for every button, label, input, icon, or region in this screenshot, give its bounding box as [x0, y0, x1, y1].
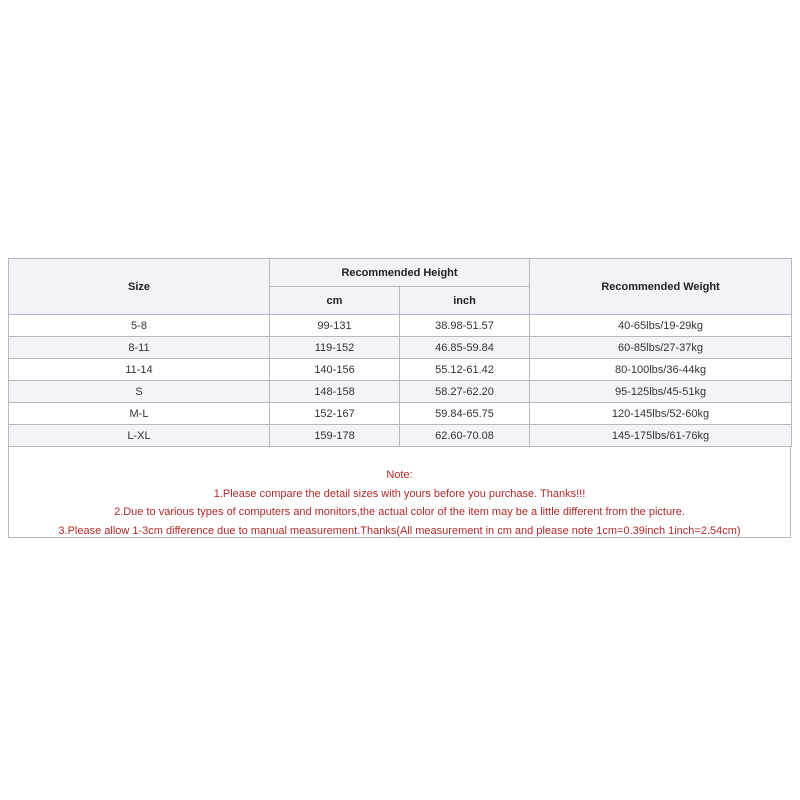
note-line-3: 3.Please allow 1-3cm difference due to manual measurement.Thanks(All measurement in cm and please note 1cm=0.39inch 1inch=2.54cm) [58, 524, 741, 537]
cell-weight: 60-85lbs/27-37kg [530, 337, 792, 359]
cell-inch: 55.12-61.42 [400, 359, 530, 381]
cell-cm: 140-156 [270, 359, 400, 381]
cell-cm: 159-178 [270, 425, 400, 447]
header-inch: inch [400, 287, 530, 315]
cell-weight: 40-65lbs/19-29kg [530, 315, 792, 337]
cell-weight: 80-100lbs/36-44kg [530, 359, 792, 381]
cell-cm: 148-158 [270, 381, 400, 403]
note-box [8, 447, 791, 538]
cell-inch: 38.98-51.57 [400, 315, 530, 337]
table-row [9, 359, 792, 381]
header-recommended-height: Recommended Height [270, 259, 530, 287]
cell-size: 8-11 [9, 337, 270, 359]
size-table [8, 258, 792, 447]
table-row [9, 315, 792, 337]
cell-cm: 99-131 [270, 315, 400, 337]
note-line-2: 2.Due to various types of computers and monitors,the actual color of the item may be a little different from the picture. [114, 506, 685, 518]
cell-inch: 58.27-62.20 [400, 381, 530, 403]
cell-inch: 46.85-59.84 [400, 337, 530, 359]
cell-cm: 119-152 [270, 337, 400, 359]
cell-weight: 95-125lbs/45-51kg [530, 381, 792, 403]
note-content [9, 466, 790, 540]
header-cm: cm [270, 287, 400, 315]
cell-size: 5-8 [9, 315, 270, 337]
cell-size: M-L [9, 403, 270, 425]
header-size: Size [9, 259, 270, 315]
cell-inch: 62.60-70.08 [400, 425, 530, 447]
cell-cm: 152-167 [270, 403, 400, 425]
cell-weight: 120-145lbs/52-60kg [530, 403, 792, 425]
cell-size: L-XL [9, 425, 270, 447]
cell-inch: 59.84-65.75 [400, 403, 530, 425]
table-row [9, 425, 792, 447]
cell-size: S [9, 381, 270, 403]
table-row [9, 337, 792, 359]
header-recommended-weight: Recommended Weight [530, 259, 792, 315]
table-row [9, 403, 792, 425]
size-chart [8, 258, 791, 538]
note-title: Note: [386, 469, 413, 481]
cell-size: 11-14 [9, 359, 270, 381]
note-line-1: 1.Please compare the detail sizes with yours before you purchase. Thanks!!! [213, 487, 586, 500]
cell-weight: 145-175lbs/61-76kg [530, 425, 792, 447]
table-row [9, 381, 792, 403]
